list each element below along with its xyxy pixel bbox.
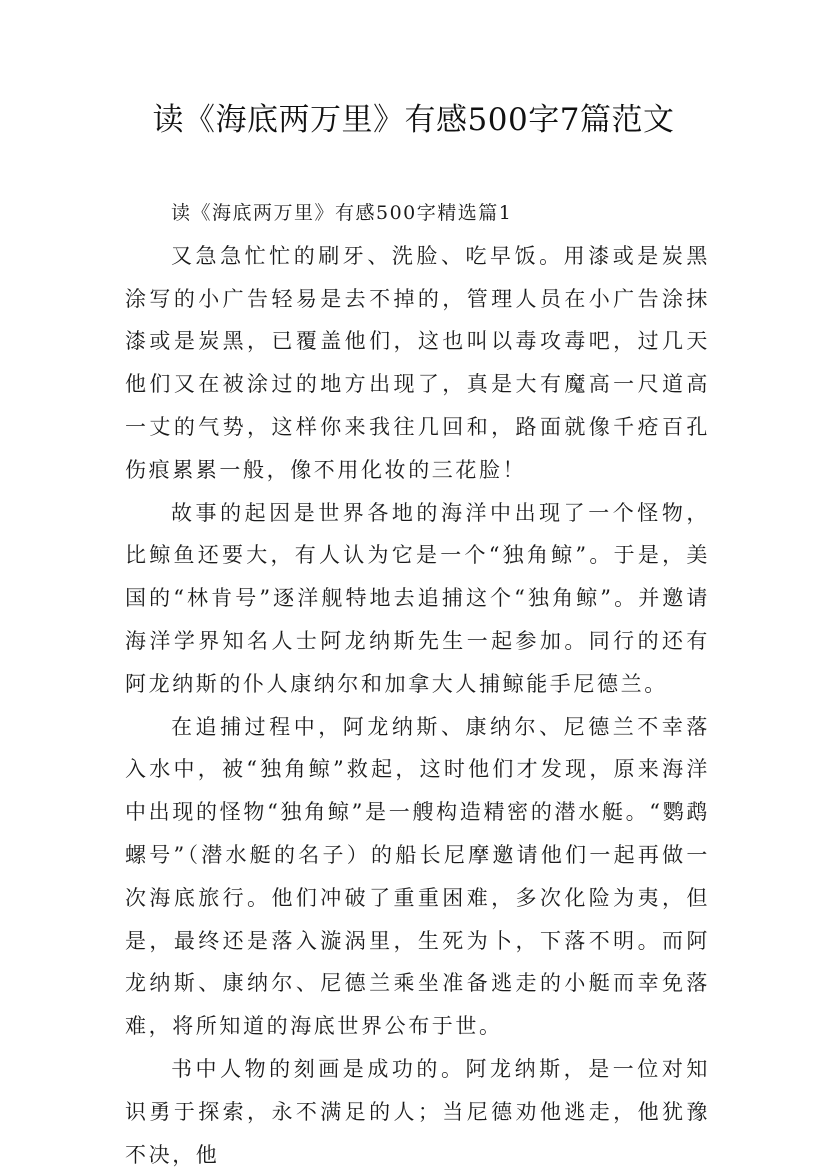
document-title: 读《海底两万里》有感500字7篇范文 — [152, 102, 675, 138]
paragraph-3: 在追捕过程中，阿龙纳斯、康纳尔、尼德兰不幸落入水中，被“独角鲸”救起，这时他们才发现，原来海洋中出现的怪物“独角鲸”是一艘构造精密的潜水艇。“鹦鹉螺号”（潜水艇的名子）的船长尼摩邀请他们一起再做一次海底旅行。他们冲破了重重困难，多次化险为夷，但是，最终还是落入漩涡里，生死为卜，下落不明。而阿龙纳斯、康纳尔、尼德兰乘坐准备逃走的小艇而幸免落难，将所知道的海底世界公布于世。 — [125, 714, 710, 1039]
paragraph-4: 书中人物的刻画是成功的。阿龙纳斯，是一位对知识勇于探索，永不满足的人；当尼德劝他逃走，他犹豫不决，他 — [125, 1056, 710, 1167]
section-heading: 读《海底两万里》有感500字精选篇1 — [171, 202, 513, 224]
paragraph-1: 又急急忙忙的刷牙、洗脸、吃早饭。用漆或是炭黑涂写的小广告轻易是去不掉的，管理人员在小广告涂抹漆或是炭黑，已覆盖他们，这也叫以毒攻毒吧，过几天他们又在被涂过的地方出现了，真是大有魔高一尺道高一丈的气势，这样你来我往几回和，路面就像千疮百孔伤痕累累一般，像不用化妆的三花脸！ — [125, 243, 710, 482]
document-body — [125, 192, 710, 1176]
paragraph-2: 故事的起因是世界各地的海洋中出现了一个怪物，比鲸鱼还要大，有人认为它是一个“独角鲸”。于是，美国的“林肯号”逐洋舰特地去追捕这个“独角鲸”。并邀请海洋学界知名人士阿龙纳斯先生一起参加。同行的还有阿龙纳斯的仆人康纳尔和加拿大人捕鲸能手尼德兰。 — [125, 500, 710, 696]
